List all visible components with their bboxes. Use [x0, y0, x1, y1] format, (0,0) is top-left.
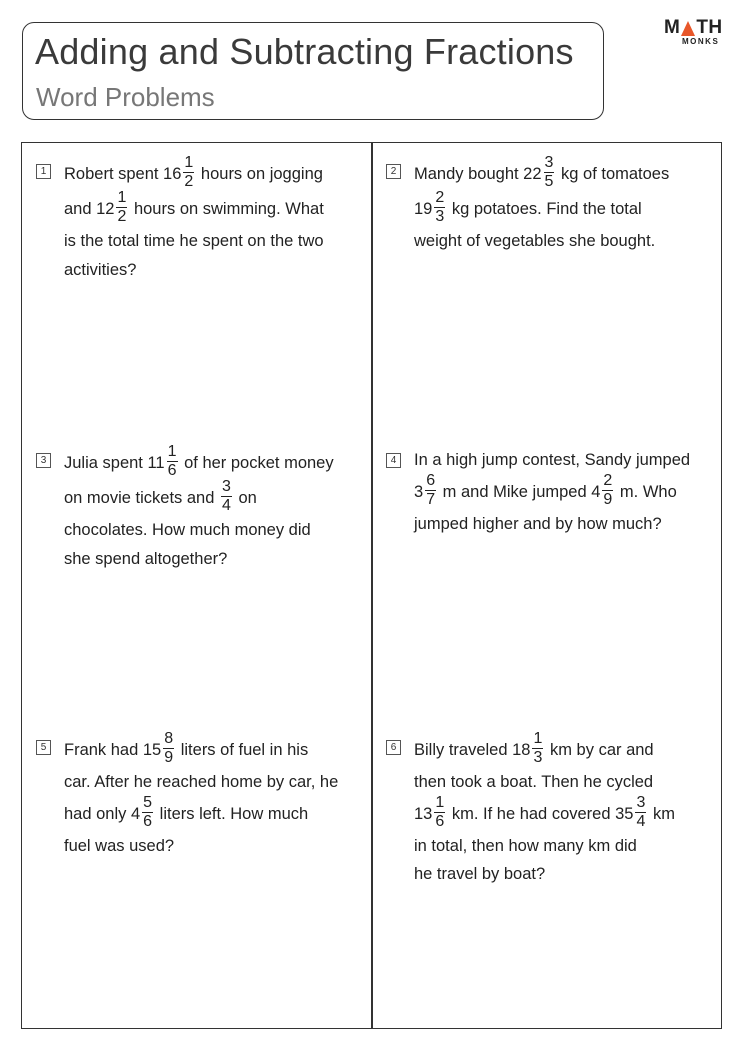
- problem-line: he travel by boat?: [414, 865, 546, 883]
- fraction: $\frac{1}{6}$: [167, 443, 177, 479]
- problem-line: 19 $\frac{2}{3}$ kg potatoes. Find the total: [414, 189, 642, 225]
- problem-line: In a high jump contest, Sandy jumped: [414, 451, 691, 469]
- problem-number: 5: [36, 740, 51, 755]
- problem-line: she spend altogether?: [64, 549, 228, 568]
- problem-line: Julia spent 11 $\frac{1}{6}$ of her pocket money: [64, 443, 334, 479]
- problem-2: [390, 154, 724, 256]
- fraction: $\frac{3}{4}$: [636, 793, 646, 830]
- problem-number: 4: [386, 453, 401, 468]
- logo-subtext: MONKS: [682, 37, 720, 46]
- title-box: [22, 22, 604, 120]
- logo-triangle-icon: [681, 21, 695, 36]
- fraction: $\frac{3}{5}$: [544, 154, 554, 190]
- logo-letters-th: TH: [696, 17, 723, 38]
- logo-wordmark: [664, 17, 723, 39]
- problem-line: jumped higher and by how much?: [414, 514, 662, 533]
- fraction: $\frac{5}{6}$: [143, 793, 153, 830]
- problem-number: 1: [36, 164, 51, 179]
- problem-line: weight of vegetables she bought.: [414, 232, 656, 250]
- problem-number: 3: [36, 453, 51, 468]
- fraction: $\frac{8}{9}$: [164, 730, 174, 766]
- logo-letter-m: M: [664, 17, 681, 38]
- problem-number: 2: [386, 164, 401, 179]
- fraction: $\frac{1}{3}$: [533, 730, 543, 766]
- problem-line: had only 4 $\frac{5}{6}$ liters left. How much: [64, 793, 309, 830]
- problem-5: [40, 730, 374, 860]
- problems-grid: [21, 142, 722, 1029]
- problem-line: Robert spent 16 $\frac{1}{2}$ hours on jogging: [64, 154, 323, 190]
- problem-line: car. After he reached home by car, he: [64, 773, 339, 791]
- problem-line: in total, then how many km did: [414, 836, 637, 855]
- problem-line: and 12 $\frac{1}{2}$ hours on swimming. What: [64, 189, 324, 225]
- problem-3: [40, 443, 374, 573]
- problem-line: Mandy bought 22 $\frac{3}{5}$ kg of tomatoes: [414, 154, 670, 190]
- problem-line: is the total time he spent on the two: [64, 232, 324, 250]
- fraction: $\frac{1}{6}$: [435, 793, 445, 830]
- problem-line: 3 $\frac{6}{7}$ m and Mike jumped 4 $\frac{2}{9}$ m. Who: [414, 471, 677, 508]
- problem-line: Frank had 15 $\frac{8}{9}$ liters of fuel in his: [64, 730, 309, 766]
- page-subtitle: Word Problems: [36, 82, 215, 112]
- page-title: Adding and Subtracting Fractions: [35, 31, 574, 72]
- problem-line: Billy traveled 18 $\frac{1}{3}$ km by car and: [414, 730, 654, 766]
- problem-line: activities?: [64, 260, 137, 279]
- fraction: $\frac{2}{3}$: [435, 189, 445, 225]
- math-monks-logo: [664, 17, 722, 47]
- problem-line: on movie tickets and $\frac{3}{4}$ on: [64, 478, 257, 514]
- fraction: $\frac{1}{2}$: [184, 154, 194, 190]
- fraction: $\frac{6}{7}$: [426, 471, 436, 508]
- fraction: $\frac{1}{2}$: [117, 189, 127, 225]
- fraction: $\frac{3}{4}$: [222, 478, 231, 514]
- problem-line: 13 $\frac{1}{6}$ km. If he had covered 35 $\frac{3}{4}$ km: [414, 793, 675, 830]
- problem-6: [390, 730, 724, 889]
- problem-1: [40, 154, 374, 284]
- fraction: $\frac{2}{9}$: [603, 471, 613, 508]
- problem-number: 6: [386, 740, 401, 755]
- problem-line: fuel was used?: [64, 836, 175, 855]
- problem-4: [390, 446, 724, 538]
- problem-line: then took a boat. Then he cycled: [414, 773, 654, 791]
- problem-line: chocolates. How much money did: [64, 521, 311, 539]
